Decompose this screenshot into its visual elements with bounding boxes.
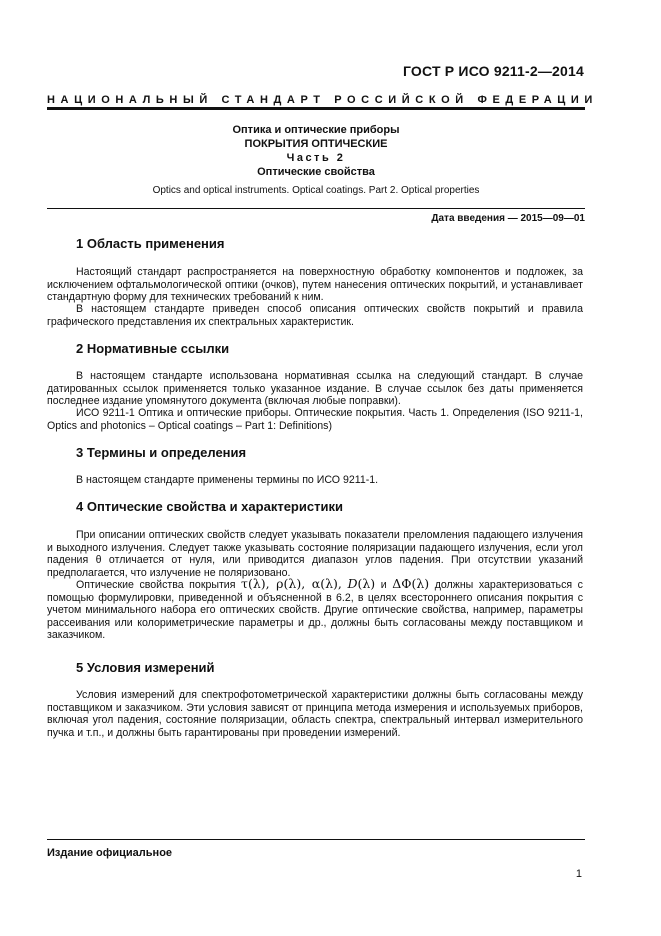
section-5-paragraph-1: Условия измерений для спектрофотометрической характеристики должны быть согласованы между поставщиком и заказчиком. Эти условия зависят от принципа метода измерения и используемых приборов, включая угол падения, состояние поляризации, область спектра, спектральный интервал измерительного пучка и т.п., и должны быть гарантированы при проведении измерений. bbox=[47, 689, 583, 739]
introduction-date: Дата введения — 2015—09—01 bbox=[431, 213, 585, 224]
section-heading-5: 5 Условия измерений bbox=[76, 660, 215, 675]
english-title: Optics and optical instruments. Optical coatings. Part 2. Optical properties bbox=[152, 185, 480, 196]
title-line-1: Оптика и оптические приборы bbox=[232, 124, 400, 136]
section-4-paragraph-2: Оптические свойства покрытия τ(λ), ρ(λ), α(λ), D(λ) и ΔΦ(λ) должны характеризоваться с помощью формулировки, приведенной и объясненной в 6.2, в целях всестороннего описания покрытия с учетом минимального набора его оптических свойств. Другие оптические свойства, например, параметры рассеивания или колориметрические параметры и др., должны быть согласованы между поставщиком и заказчиком. bbox=[47, 576, 583, 641]
section-3-paragraph-1: В настоящем стандарте применены термины по ИСО 9211-1. bbox=[76, 474, 379, 486]
section-2-paragraph-1: В настоящем стандарте использована нормативная ссылка на следующий стандарт. В случае датированных ссылок применяется только указанное издание. В случае ссылок без даты применяется последнее издание упомянутого документа (включая любые поправки). bbox=[47, 370, 583, 407]
section-1-paragraph-1: Настоящий стандарт распространяется на поверхностную обработку компонентов и подложек, за исключением офтальмологической оптики (очков), путем нанесения оптических покрытий, и устанавливает стандартную форму для технических требований к ним. bbox=[47, 266, 583, 303]
title-line-2: ПОКРЫТИЯ ОПТИЧЕСКИЕ bbox=[244, 138, 388, 150]
section-heading-2: 2 Нормативные ссылки bbox=[76, 341, 230, 356]
section-heading-4: 4 Оптические свойства и характеристики bbox=[76, 499, 343, 514]
official-edition-label: Издание официальное bbox=[47, 847, 173, 859]
optical-property-symbols: τ(λ), ρ(λ), α(λ), bbox=[241, 576, 342, 591]
title-part: Часть 2 bbox=[286, 152, 346, 164]
footer-divider bbox=[47, 839, 585, 840]
title-divider bbox=[47, 208, 585, 209]
section-4-paragraph-1: При описании оптических свойств следует указывать показатели преломления падающего излучения и выходного излучения. Следует также указывать состояние поляризации падающего излучения, если угол падения θ отличается от нуля, или приводится диапазон углов падения. При отсутствии указаний предполагается, что излучение не поляризовано. bbox=[47, 529, 583, 579]
section-2-paragraph-2: ИСО 9211-1 Оптика и оптические приборы. Оптические покрытия. Часть 1. Определения (ISO 9211-1, Optics and photonics – Optical coatings – Part 1: Definitions) bbox=[47, 407, 583, 432]
document-code: ГОСТ Р ИСО 9211-2—2014 bbox=[402, 63, 584, 79]
section-heading-1: 1 Область применения bbox=[76, 236, 225, 251]
title-line-4: Оптические свойства bbox=[257, 166, 375, 178]
header-divider bbox=[47, 107, 585, 110]
phase-symbol: ΔΦ(λ) bbox=[392, 576, 430, 591]
page-number: 1 bbox=[575, 868, 582, 880]
section-1-paragraph-2: В настоящем стандарте приведен способ описания оптических свойств покрытий и правила графического представления их спектральных характеристик. bbox=[47, 303, 583, 328]
section-heading-3: 3 Термины и определения bbox=[76, 445, 247, 460]
title-block bbox=[47, 123, 585, 179]
national-standard-banner: НАЦИОНАЛЬНЫЙ СТАНДАРТ РОССИЙСКОЙ ФЕДЕРАЦИИ bbox=[47, 94, 598, 106]
